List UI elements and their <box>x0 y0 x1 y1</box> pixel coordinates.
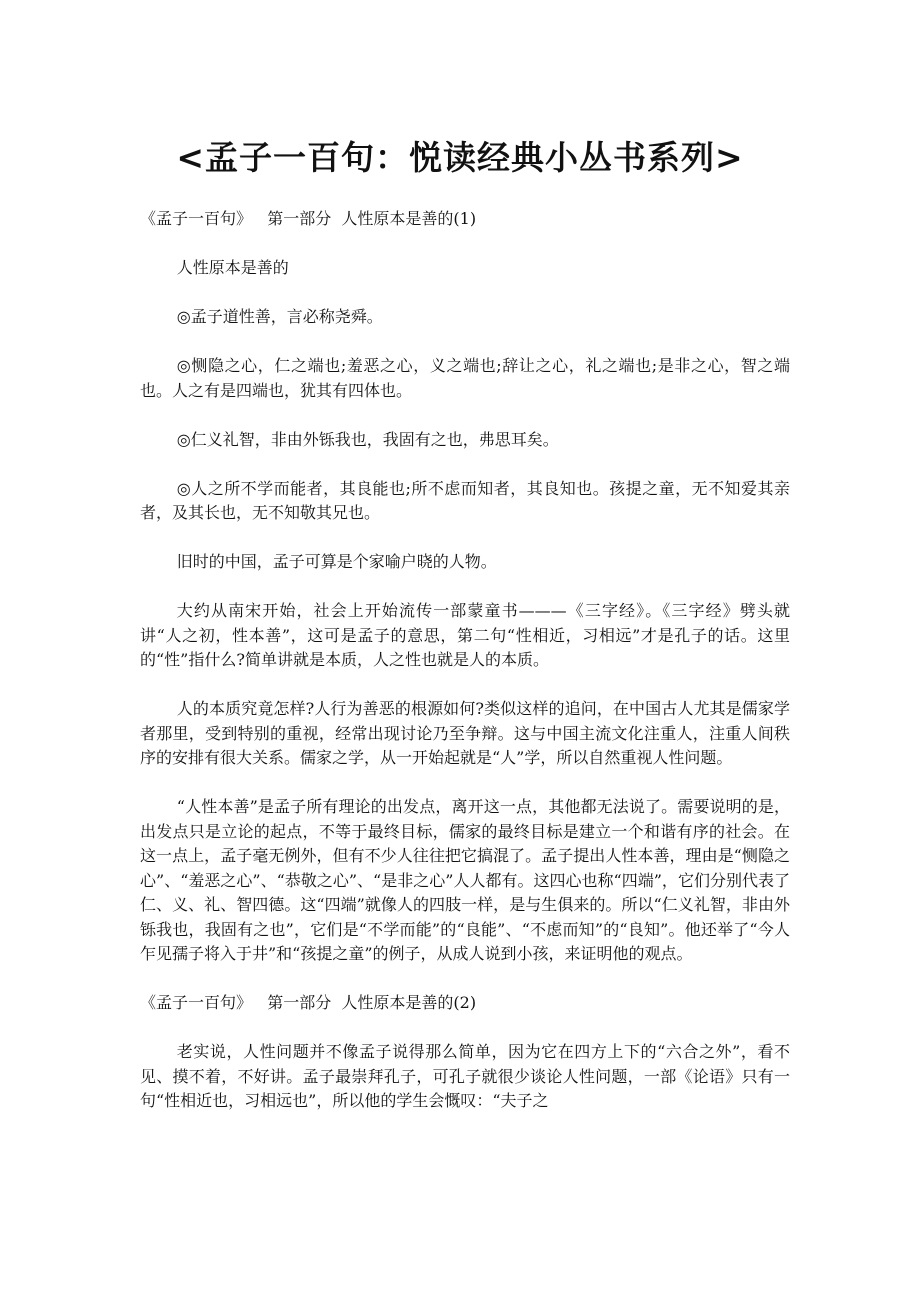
paragraph: ◎恻隐之心，仁之端也;羞恶之心，义之端也;辞让之心，礼之端也;是非之心，智之端也。人之有是四端也，犹其有四体也。 <box>140 356 790 400</box>
paragraph: 旧时的中国，孟子可算是个家喻户晓的人物。 <box>176 552 497 571</box>
document-title: <孟子一百句：悦读经典小丛书系列> <box>176 138 744 178</box>
paragraph: “人性本善”是孟子所有理论的出发点，离开这一点，其他都无法说了。需要说明的是，出发点只是立论的起点，不等于最终目标，儒家的最终目标是建立一个和谐有序的社会。在这一点上，孟子毫无例外，但有不少人往往把它搞混了。孟子提出人性本善，理由是“恻隐之心”、“羞恶之心”、“恭敬之心”、“是非之心”人人都有。这四心也称“四端”，它们分别代表了仁、义、礼、智四德。这“四端”就像人的四肢一样，是与生俱来的。所以“仁义礼智，非由外铄我也，我固有之也”，它们是“不学而能”的“良能”、“不虑而知”的“良知”。他还举了“今人乍见孺子将入于井”和“孩提之童”的例子，从成人说到小孩，来证明他的观点。 <box>140 797 790 963</box>
paragraph: 大约从南宋开始，社会上开始流传一部蒙童书———《三字经》。《三字经》劈头就讲“人之初，性本善”，这可是孟子的意思，第二句“性相近，习相远”才是孔子的话。这里的“性”指什么?简单讲就是本质，人之性也就是人的本质。 <box>140 601 790 669</box>
paragraph: 人性原本是善的 <box>176 258 289 277</box>
paragraph: ◎人之所不学而能者，其良能也;所不虑而知者，其良知也。孩提之童，无不知爱其亲者，及其长也，无不知敬其兄也。 <box>140 478 790 522</box>
section-heading: 《孟子一百句》 第一部分 人性原本是善的(1) <box>140 209 477 228</box>
paragraph: 人的本质究竟怎样?人行为善恶的根源如何?类似这样的追问，在中国古人尤其是儒家学者那里，受到特别的重视，经常出现讨论乃至争辩。这与中国主流文化注重人，注重人间秩序的安排有很大关系。儒家之学，从一开始起就是“人”学，所以自然重视人性问题。 <box>140 699 790 767</box>
paragraph: ◎仁义礼智，非由外铄我也，我固有之也，弗思耳矣。 <box>176 429 559 449</box>
section-heading: 《孟子一百句》 第一部分 人性原本是善的(2) <box>140 993 477 1012</box>
paragraph: ◎孟子道性善，言必称尧舜。 <box>176 307 383 326</box>
document-body <box>140 207 790 1138</box>
paragraph: 老实说，人性问题并不像孟子说得那么简单，因为它在四方上下的“六合之外”，看不见、摸不着，不好讲。孟子最崇拜孔子，可孔子就很少谈论人性问题，一部《论语》只有一句“性相近也，习相远也”，所以他的学生会慨叹：“夫子之 <box>140 1042 790 1110</box>
